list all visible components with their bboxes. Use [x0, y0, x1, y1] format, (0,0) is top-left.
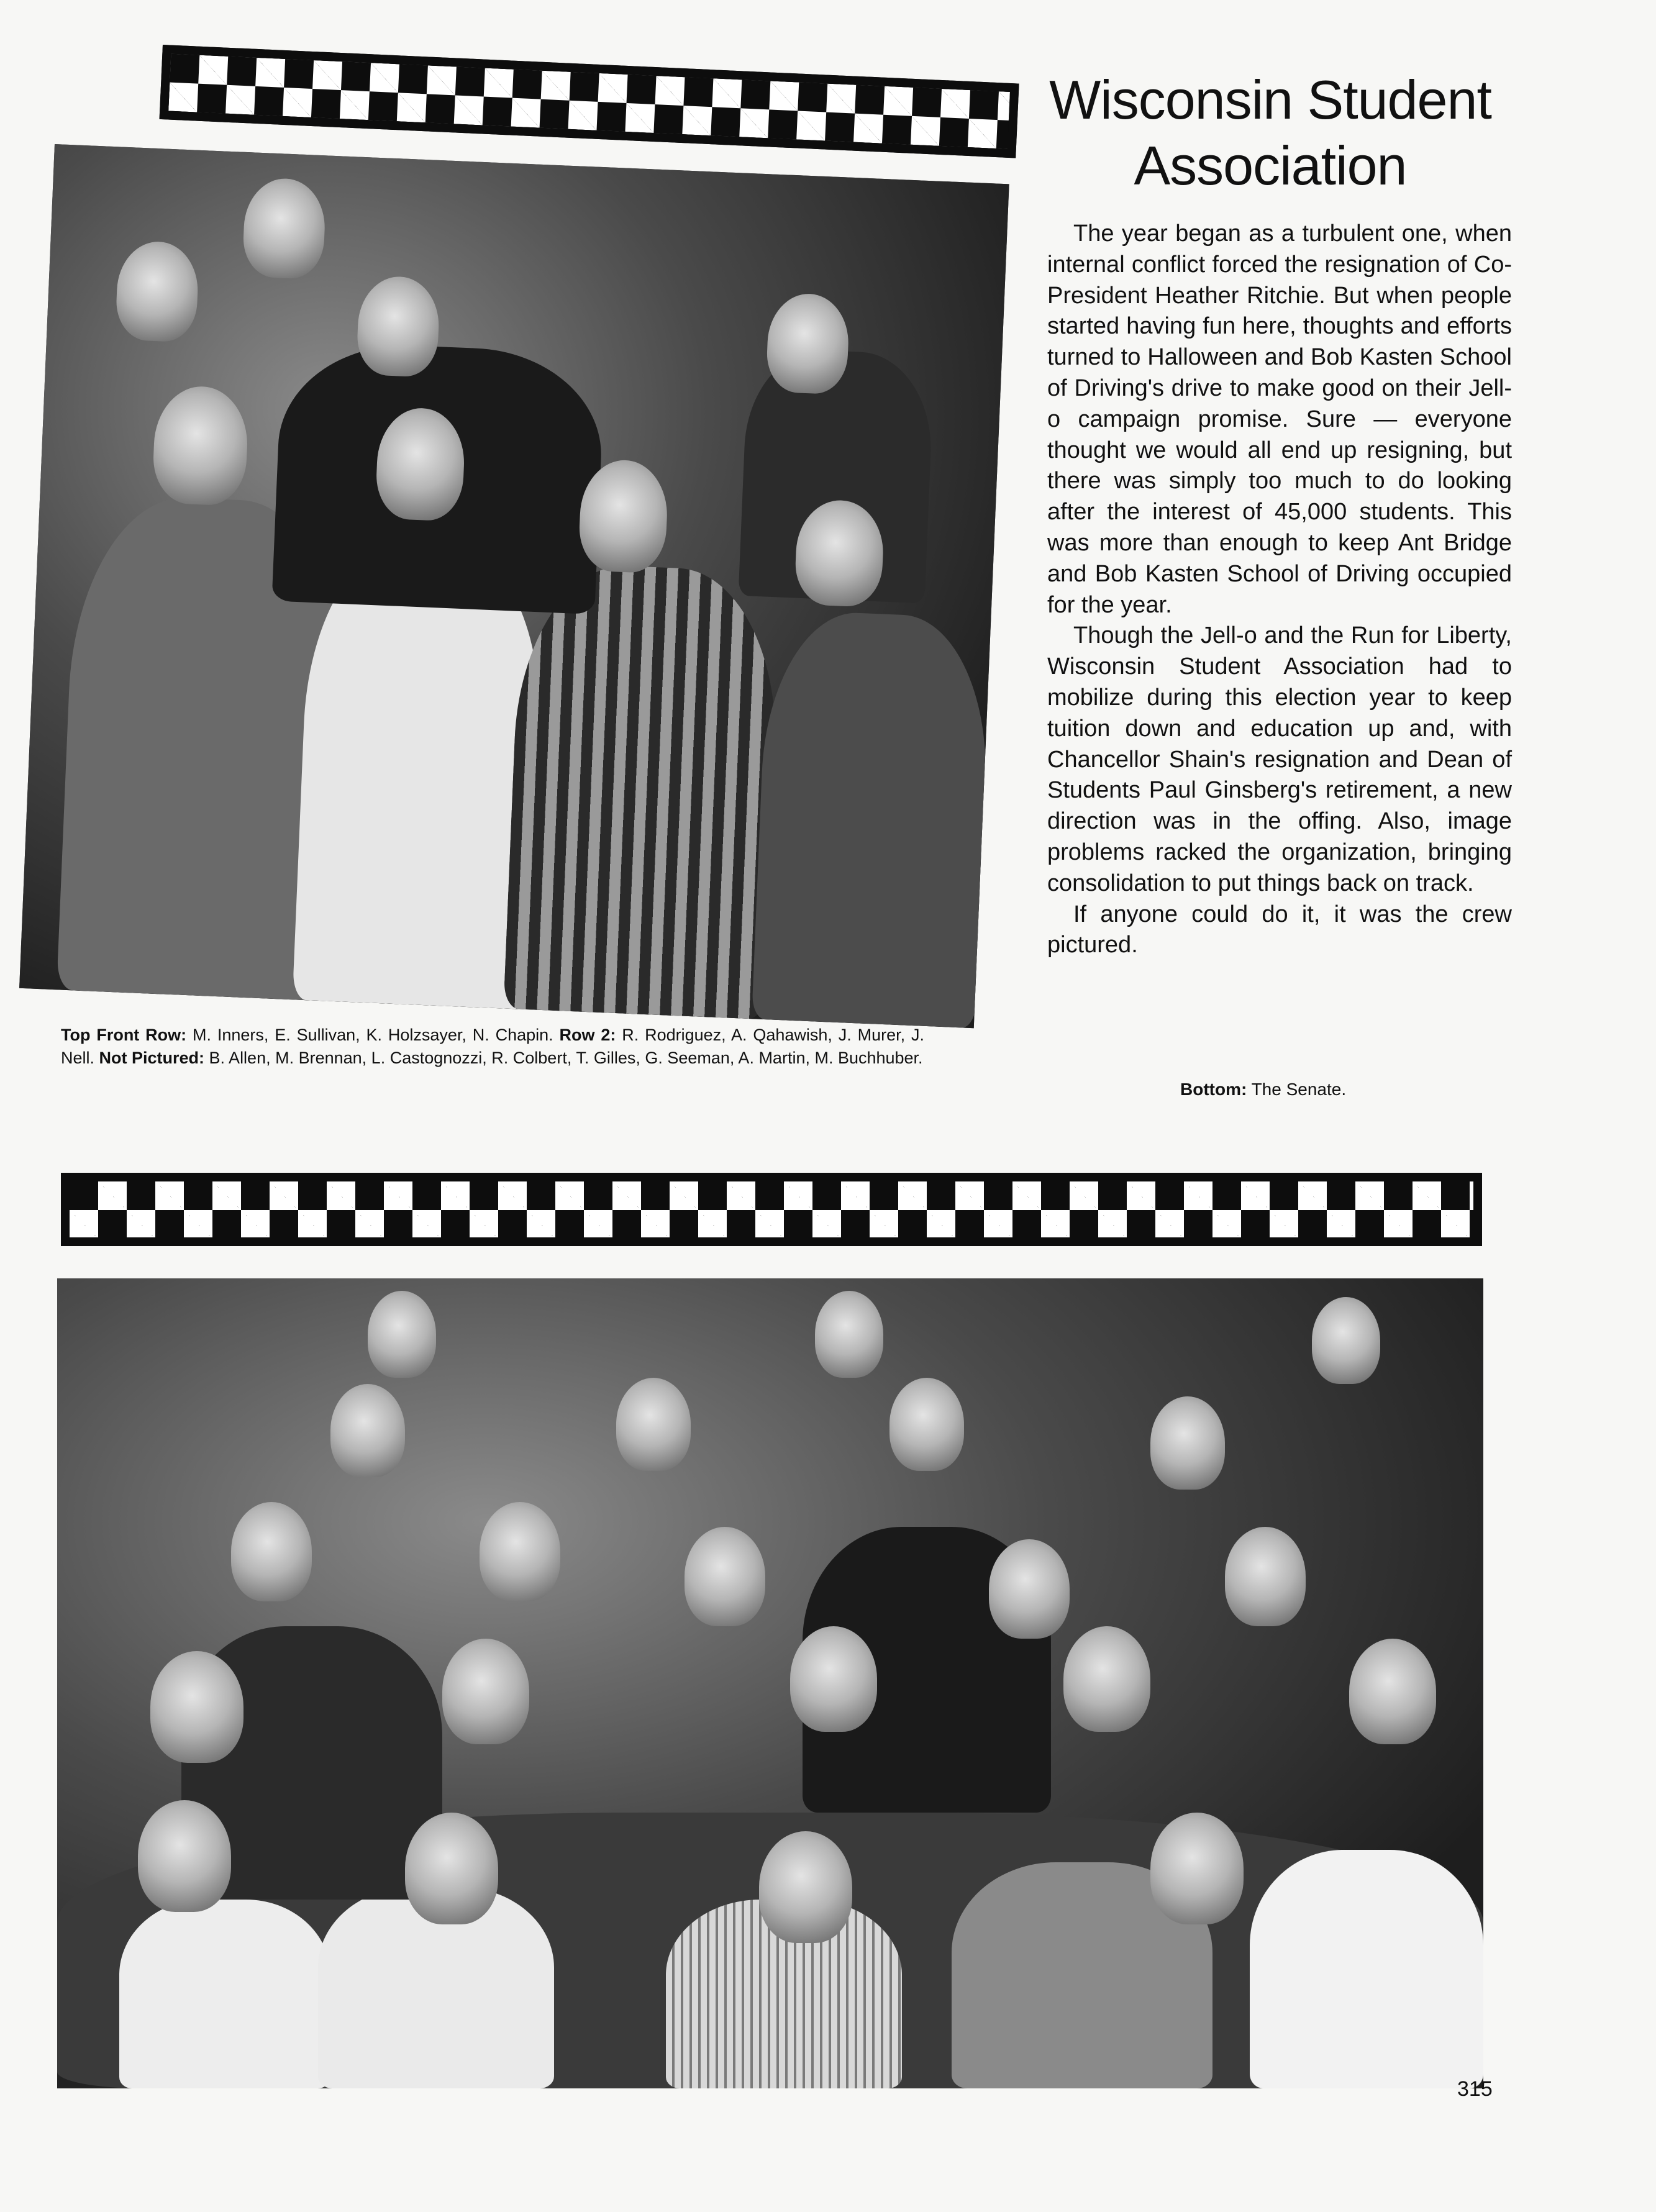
group-photo-top: [19, 144, 1009, 1028]
title-line-1: Wisconsin Student: [1049, 69, 1491, 130]
checkerboard-banner-bottom: [61, 1173, 1482, 1246]
caption-label-not-pictured: Not Pictured:: [99, 1049, 205, 1067]
caption-label-top-front-row: Top Front Row:: [61, 1026, 187, 1044]
article-paragraph-3: If anyone could do it, it was the crew pictured.: [1047, 901, 1512, 958]
caption-label-bottom: Bottom:: [1180, 1080, 1247, 1099]
page-number: 315: [1457, 2077, 1493, 2101]
caption-names-not-pictured: B. Allen, M. Brennan, L. Castognozzi, R. Colbert, T. Gilles, G. Seeman, A. Martin, M. Buchhuber.: [204, 1049, 923, 1067]
caption-top-photo: [61, 1024, 924, 1070]
caption-label-row-2: Row 2:: [559, 1026, 616, 1044]
caption-names-row-2: R. Rodriguez, A. Qahawish, J. Murer, J. Nell.: [61, 1026, 925, 1067]
article-paragraph-1: The year began as a turbulent one, when internal conflict forced the resignation of Co-President Heather Ritchie. But when people started having fun here, thoughts and efforts turned to Halloween and Bob Kasten School of Driving's drive to make good on their Jell-o campaign promise. Sure — everyone thought we would all end up resigning, but there was simply too much to do looking after the interest of 45,000 students. This was more than enough to keep Ant Bridge and Bob Kasten School of Driving occupied for the year.: [1047, 221, 1512, 618]
article-paragraph-2: Though the Jell-o and the Run for Liberty, Wisconsin Student Association had to mobilize during this election year to keep tuition down and education up and, with Chancellor Shain's resignation and Dean of Students Paul Ginsberg's retirement, a new direction was in the offing. Also, image problems racked the organization, bringing consolidation to put things back on track.: [1047, 622, 1512, 896]
caption-text-bottom: The Senate.: [1247, 1080, 1347, 1099]
page-title: [1019, 67, 1522, 199]
caption-bottom-photo: [1180, 1078, 1346, 1101]
checkerboard-banner-top: [160, 45, 1019, 158]
caption-names-top-front-row: M. Inners, E. Sullivan, K. Holzsayer, N. Chapin.: [186, 1026, 560, 1044]
group-photo-bottom-senate: [57, 1278, 1483, 2088]
article-body: [1047, 219, 1512, 961]
title-line-2: Association: [1134, 135, 1407, 196]
